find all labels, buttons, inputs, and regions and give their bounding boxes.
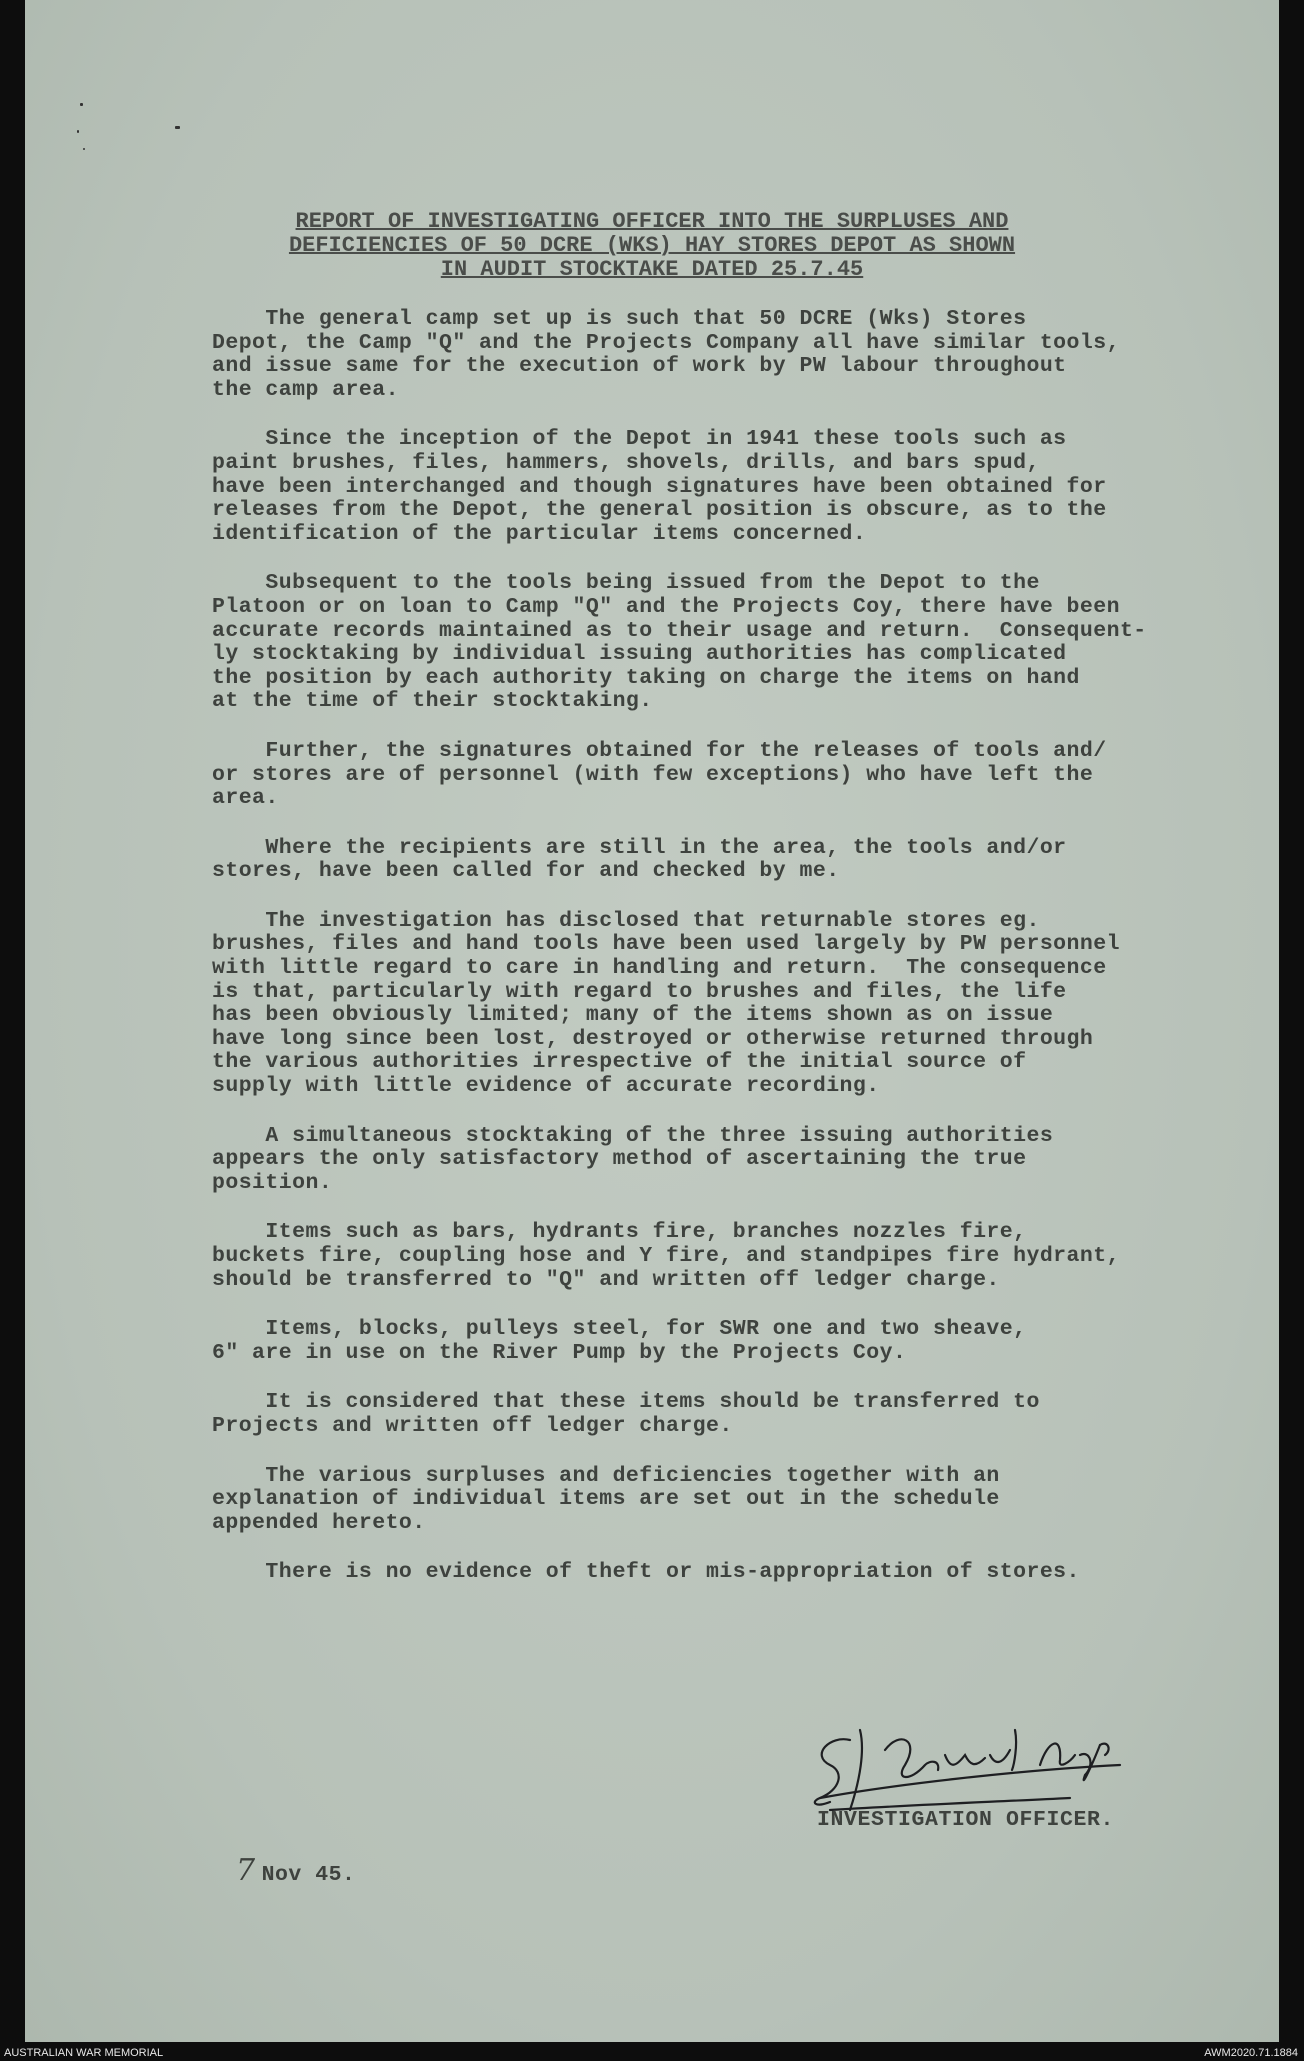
paragraph: The general camp set up is such that 50 DCRE (Wks) Stores Depot, the Camp "Q" and the Projects Company all have similar tools, and issue same for the execution of work by PW labour throughout the camp area. bbox=[212, 307, 1120, 402]
footer-right-label: AWM2020.71.1884 bbox=[1204, 2047, 1298, 2059]
paragraph: There is no evidence of theft or mis-appropriation of stores. bbox=[212, 1560, 1080, 1585]
paragraph: Since the inception of the Depot in 1941 these tools such as paint brushes, files, hammers, shovels, drills, and bars spud, have been interchanged and though signatures have been obtained for releases from the Depot, the general position is obscure, as to the identification of the particular items concerned. bbox=[212, 427, 1107, 546]
title-line-1: REPORT OF INVESTIGATING OFFICER INTO THE SURPLUSES AND bbox=[295, 209, 1009, 234]
paragraph: It is considered that these items should be transferred to Projects and written off ledger charge. bbox=[212, 1390, 1040, 1438]
paragraph: Items such as bars, hydrants fire, branches nozzles fire, buckets fire, coupling hose and Y fire, and standpipes fire hydrant, should be transferred to "Q" and written off ledger charge. bbox=[212, 1220, 1120, 1292]
handwritten-signature bbox=[790, 1710, 1210, 1820]
signatory-title: INVESTIGATION OFFICER. bbox=[817, 1808, 1115, 1832]
paragraph: Items, blocks, pulleys steel, for SWR one and two sheave, 6" are in use on the River Pump by the Projects Coy. bbox=[212, 1317, 1027, 1365]
paragraph: The investigation has disclosed that returnable stores eg. brushes, files and hand tools have been used largely by PW personnel with little regard to care in handling and return. The consequence is that, particularly with regard to brushes and files, the life has been obviously limited; many of the items shown as on issue have long since been lost, destroyed or otherwise returned through the various authorities irrespective of the initial source of supply with little evidence of accurate recording. bbox=[212, 908, 1120, 1099]
paragraph: The various surpluses and deficiencies together with an explanation of individual items are set out in the schedule appended hereto. bbox=[212, 1463, 1000, 1535]
footer-bar bbox=[0, 2046, 1304, 2061]
paragraph: Subsequent to the tools being issued from the Depot to the Platoon or on loan to Camp "Q" and the Projects Coy, there have been accurate records maintained as to their usage and return. Consequent- ly stocktaking by individual issuing authorities has complicated the position by each authority taking on charge the items on hand at the time of their stocktaking. bbox=[212, 571, 1147, 714]
title-line-2: DEFICIENCIES OF 50 DCRE (WKS) HAY STORES DEPOT AS SHOWN bbox=[288, 233, 1016, 258]
paragraph: Where the recipients are still in the area, the tools and/or stores, have been called for and checked by me. bbox=[212, 835, 1067, 884]
report-body bbox=[212, 308, 1232, 1611]
date-day: 7 bbox=[236, 1853, 256, 1888]
footer-left-label: AUSTRALIAN WAR MEMORIAL bbox=[4, 2047, 164, 2059]
paragraph: A simultaneous stocktaking of the three issuing authorities appears the only satisfactory method of ascertaining the true position. bbox=[212, 1123, 1054, 1195]
report-title bbox=[25, 210, 1279, 282]
date-month-year: Nov 45. bbox=[261, 1863, 356, 1887]
title-line-3: IN AUDIT STOCKTAKE DATED 25.7.45 bbox=[440, 257, 864, 282]
document-date bbox=[236, 1853, 355, 1888]
paragraph: Further, the signatures obtained for the releases of tools and/ or stores are of personnel (with few exceptions) who have left the area. bbox=[212, 738, 1107, 811]
